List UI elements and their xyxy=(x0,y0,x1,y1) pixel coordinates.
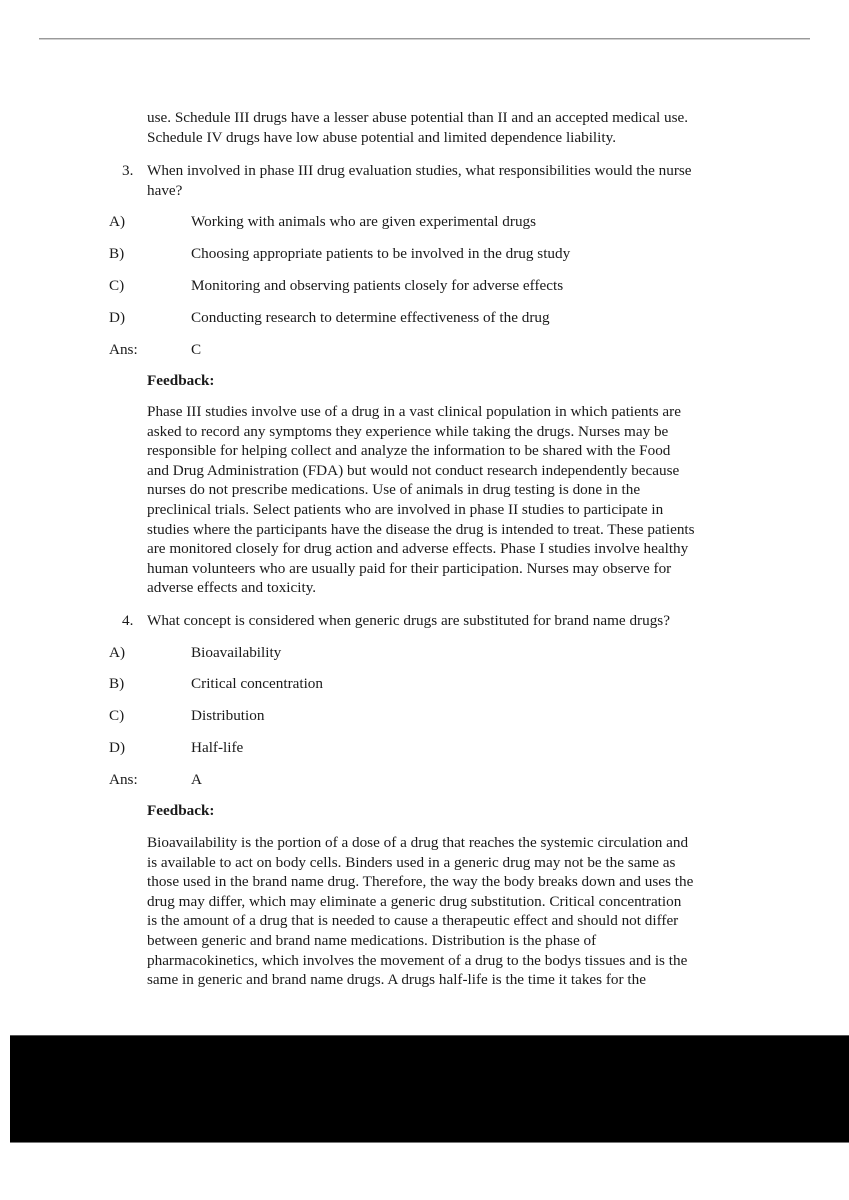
text-line: have? xyxy=(147,181,183,199)
question-stem xyxy=(147,161,772,200)
text-line: responsible for helping collect and analyze the information to be shared with the Food xyxy=(147,442,671,460)
text-line: human volunteers who are usually paid for their participation. Nurses may observe for xyxy=(147,559,672,577)
answer-label: Ans: xyxy=(109,341,138,358)
page-header-rule xyxy=(39,38,810,40)
option-letter-a: A) xyxy=(109,644,126,661)
option-letter-d: D) xyxy=(109,739,126,756)
feedback-heading: Feedback: xyxy=(147,802,215,819)
question-stem xyxy=(147,611,772,631)
text-line: use. Schedule III drugs have a lesser abuse potential than II and an accepted medical use. xyxy=(147,109,689,126)
question-number: 3. xyxy=(122,162,134,179)
text-line: same in generic and brand name drugs. A drugs half-life is the time it takes for the xyxy=(147,971,646,989)
text-line: is available to act on body cells. Binders used in a generic drug may not be the same as xyxy=(147,853,676,871)
text-line: is the amount of a drug that is needed to cause a therapeutic effect and should not differ xyxy=(147,912,679,930)
text-line: asked to record any symptoms they experience while taking the drugs. Nurses may be xyxy=(147,422,669,440)
text-line: Bioavailability is the portion of a dose of a drug that reaches the systemic circulation and xyxy=(147,834,689,851)
text-line: those used in the brand name drug. Therefore, the way the body breaks down and uses the xyxy=(147,873,694,891)
text-line: adverse effects and toxicity. xyxy=(147,579,317,597)
text-line: preclinical trials. Select patients who are involved in phase II studies to participate in xyxy=(147,500,664,518)
option-text-a: Bioavailability xyxy=(191,644,282,661)
feedback-heading: Feedback: xyxy=(147,372,215,389)
option-text-d: Half-life xyxy=(191,739,244,756)
option-letter-a: A) xyxy=(109,213,126,230)
option-text-b: Choosing appropriate patients to be involved in the drug study xyxy=(191,245,571,262)
option-letter-c: C) xyxy=(109,277,125,294)
text-line: Phase III studies involve use of a drug in a vast clinical population in which patients are xyxy=(147,403,681,420)
option-text-c: Monitoring and observing patients closely for adverse effects xyxy=(191,277,564,294)
option-text-a: Working with animals who are given experimental drugs xyxy=(191,213,537,230)
option-letter-b: B) xyxy=(109,675,125,692)
option-text-c: Distribution xyxy=(191,707,265,724)
text-line: and Drug Administration (FDA) but would not conduct research independently because xyxy=(147,461,680,479)
text-line: drug may differ, which may eliminate a generic drug substitution. Critical concentration xyxy=(147,892,682,910)
answer-value: C xyxy=(191,341,202,358)
question-number: 4. xyxy=(122,612,134,629)
previous-feedback-continuation xyxy=(147,108,772,147)
answer-value: A xyxy=(191,771,202,788)
redaction-bar xyxy=(10,1035,849,1143)
option-letter-b: B) xyxy=(109,245,125,262)
option-letter-d: D) xyxy=(109,309,126,326)
text-line: pharmacokinetics, which involves the movement of a drug to the bodys tissues and is the xyxy=(147,951,688,969)
text-line: between generic and brand name medications. Distribution is the phase of xyxy=(147,931,597,949)
text-line: Schedule IV drugs have low abuse potential and limited dependence liability. xyxy=(147,128,616,146)
text-line: are monitored closely for drug action and adverse effects. Phase I studies involve healthy xyxy=(147,540,689,558)
option-text-b: Critical concentration xyxy=(191,675,323,692)
option-text-d: Conducting research to determine effectiveness of the drug xyxy=(191,309,550,326)
text-line: nurses do not prescribe medications. Use of animals in drug testing is done in the xyxy=(147,481,641,499)
feedback-text xyxy=(147,833,772,990)
answer-label: Ans: xyxy=(109,771,138,788)
option-letter-c: C) xyxy=(109,707,125,724)
feedback-text xyxy=(147,402,772,598)
text-line: studies where the participants have the disease the drug is intended to treat. These patients xyxy=(147,520,695,538)
text-line: What concept is considered when generic drugs are substituted for brand name drugs? xyxy=(147,612,670,629)
text-line: When involved in phase III drug evaluation studies, what responsibilities would the nurse xyxy=(147,162,692,179)
